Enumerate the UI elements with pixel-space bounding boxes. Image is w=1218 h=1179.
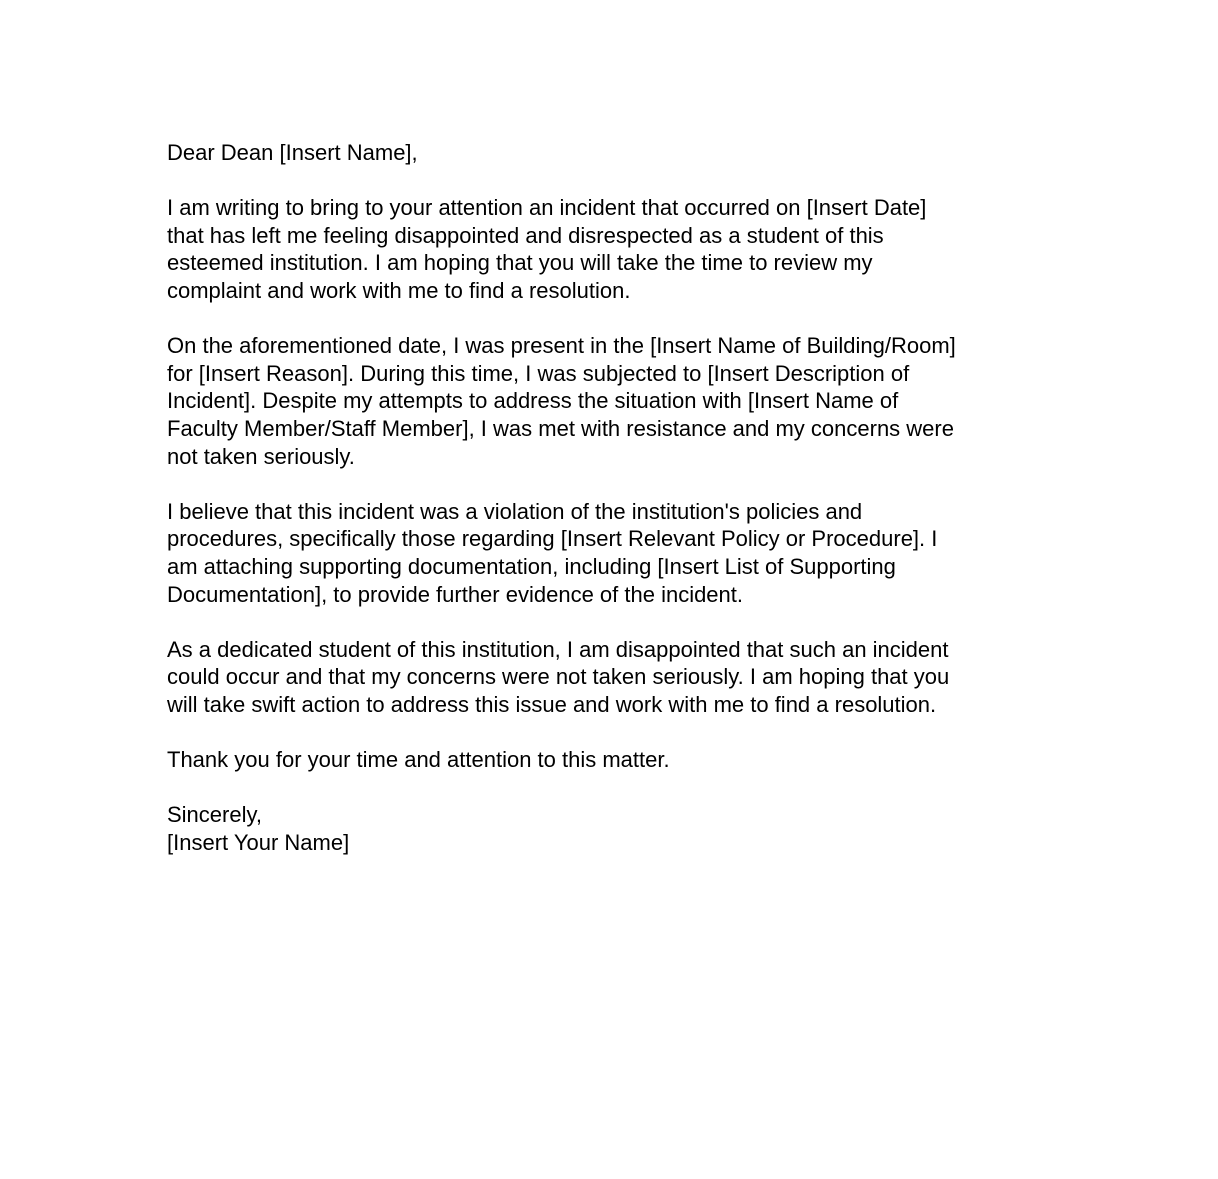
paragraph-thanks: Thank you for your time and attention to this matter. — [167, 747, 670, 773]
signature: [Insert Your Name] — [167, 829, 350, 855]
paragraph-incident-details: On the aforementioned date, I was present in the [Insert Name of Building/Room] for [Insert Reason]. During this time, I was subjected to [Insert Description of Incident]. Despite my attempts to address the situation with [Insert Name of Faculty Member/Staff Member], I was met with resistance and my concerns were not taken seriously. — [167, 333, 956, 469]
closing: Sincerely, — [167, 802, 262, 828]
paragraph-request-action: As a dedicated student of this institution, I am disappointed that such an incident could occur and that my concerns were not taken seriously. I am hoping that you will take swift action to address this issue and work with me to find a resolution. — [167, 636, 950, 717]
paragraph-policy-violation: I believe that this incident was a violation of the institution's policies and procedures, specifically those regarding [Insert Relevant Policy or Procedure]. I am attaching supporting documentation, including [Insert List of Supporting Documentation], to provide further evidence of the incident. — [167, 498, 938, 607]
salutation: Dear Dean [Insert Name], — [167, 140, 418, 165]
paragraph-incident-intro: I am writing to bring to your attention an incident that occurred on [Insert Date] that has left me feeling disappointed and disrespected as a student of this esteemed institution. I am hoping that you will take the time to review my complaint and work with me to find a resolution. — [167, 195, 927, 303]
letter-body — [167, 139, 1037, 856]
